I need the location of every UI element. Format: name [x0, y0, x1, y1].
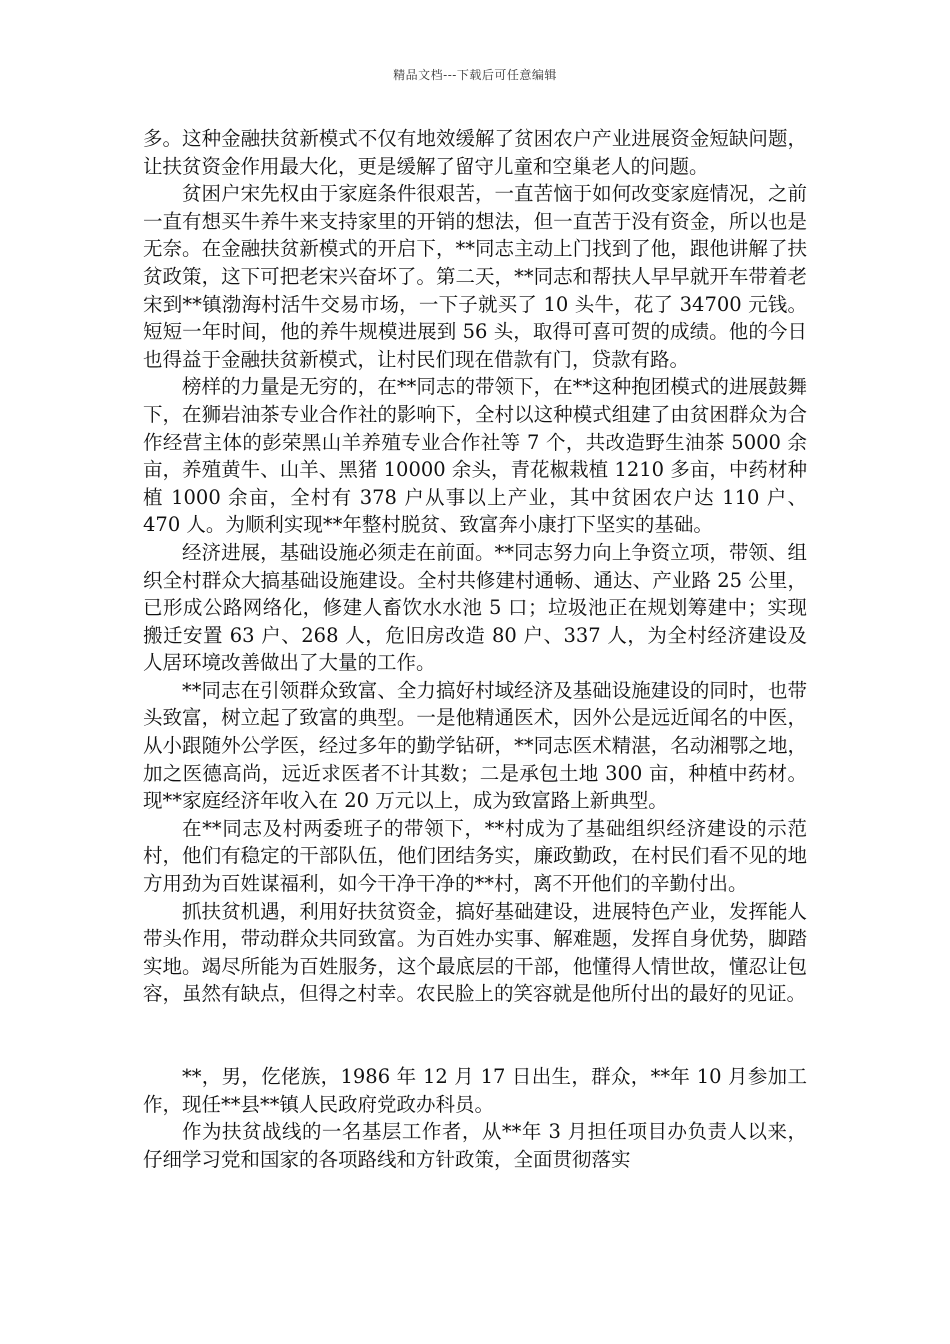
- section-gap: [143, 1008, 807, 1063]
- paragraph: 榜样的力量是无穷的，在**同志的带领下，在**这种抱团模式的进展鼓舞下，在狮岩油茶专业合作社的影响下，全村以这种模式组建了由贫困群众为合作经营主体的彭荣黑山羊养殖专业合作社等 7 个，共改造野生油茶 5000 余亩，养殖黄牛、山羊、黑猪 10000 余头，青花椒栽植 1210 多亩，中药材种植 1000 余亩，全村有 378 户从事以上产业，其中贫困农户达 110 户、470 人。为顺利实现**年整村脱贫、致富奔小康打下坚实的基础。: [143, 375, 807, 537]
- paragraph: 抓扶贫机遇，利用好扶贫资金，搞好基础建设，进展特色产业，发挥能人带头作用，带动群众共同致富。为百姓办实事、解难题，发挥自身优势，脚踏实地。竭尽所能为百姓服务，这个最底层的干部，他懂得人情世故，懂忍让包容，虽然有缺点，但得之村幸。农民脸上的笑容就是他所付出的最好的见证。: [143, 899, 807, 1006]
- paragraph: 贫困户宋先权由于家庭条件很艰苦，一直苦恼于如何改变家庭情况，之前一直有想买牛养牛来支持家里的开销的想法，但一直苦于没有资金，所以也是无奈。在金融扶贫新模式的开启下，**同志主动上门找到了他，跟他讲解了扶贫政策，这下可把老宋兴奋坏了。第二天，**同志和帮扶人早早就开车带着老宋到**镇渤海村活牛交易市场，一下子就买了 10 头牛，花了 34700 元钱。短短一年时间，他的养牛规模进展到 56 头，取得可喜可贺的成绩。他的今日也得益于金融扶贫新模式，让村民们现在借款有门，贷款有路。: [143, 182, 807, 371]
- page-header: 精品文档---下载后可任意编辑: [393, 68, 557, 82]
- paragraph: 作为扶贫战线的一名基层工作者，从**年 3 月担任项目办负责人以来，仔细学习党和国家的各项路线和方针政策，全面贯彻落实: [143, 1120, 807, 1171]
- paragraph: **，男，仡佬族，1986 年 12 月 17 日出生，群众，**年 10 月参加工作，现任**县**镇人民政府党政办科员。: [143, 1065, 807, 1116]
- paragraph: 在**同志及村两委班子的带领下，**村成为了基础组织经济建设的示范村，他们有稳定的干部队伍，他们团结务实，廉政勤政，在村民们看不见的地方用劲为百姓谋福利，如今干净干净的**村，离不开他们的辛勤付出。: [143, 816, 807, 896]
- document-body: [143, 125, 807, 1173]
- paragraph: 多。这种金融扶贫新模式不仅有地效缓解了贫困农户产业进展资金短缺问题，让扶贫资金作用最大化，更是缓解了留守儿童和空巢老人的问题。: [143, 127, 807, 178]
- paragraph: 经济进展，基础设施必须走在前面。**同志努力向上争资立项，带领、组织全村群众大搞基础设施建设。全村共修建村通畅、通达、产业路 25 公里，已形成公路网络化，修建人畜饮水水池 5 口；垃圾池正在规划筹建中；实现搬迁安置 63 户、268 人，危旧房改造 80 户、337 人，为全村经济建设及人居环境改善做出了大量的工作。: [143, 540, 807, 675]
- paragraph: **同志在引领群众致富、全力搞好村域经济及基础设施建设的同时，也带头致富，树立起了致富的典型。一是他精通医术，因外公是远近闻名的中医，从小跟随外公学医，经过多年的勤学钻研，**同志医术精湛，名动湘鄂之地，加之医德高尚，远近求医者不计其数；二是承包土地 300 亩，种植中药材。现**家庭经济年收入在 20 万元以上，成为致富路上新典型。: [143, 678, 807, 813]
